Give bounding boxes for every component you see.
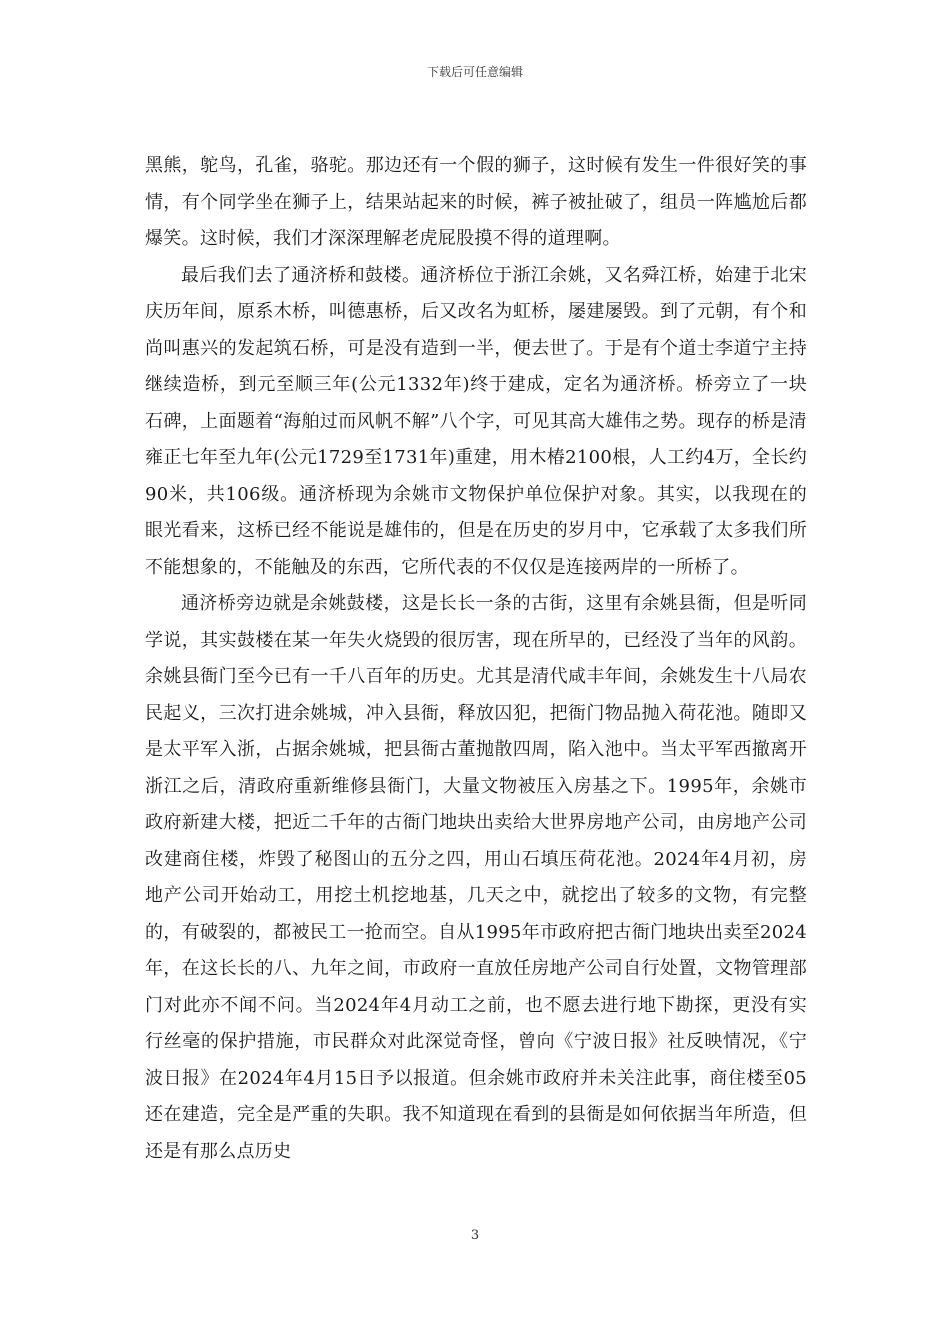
paragraph-yuyao-drum-tower: 通济桥旁边就是余姚鼓楼，这是长长一条的古街，这里有余姚县衙，但是听同学说，其实鼓楼在某一年失火烧毁的很厉害，现在所早的，已经没了当年的风韵。余姚县衙门至今已有一千八百年的历史。尤其是清代咸丰年间，余姚发生十八局农民起义，三次打进余姚城，冲入县衙，释放囚犯，把衙门物品抛入荷花池。随即又是太平军入浙，占据余姚城，把县衙古董抛散四周，陷入池中。当太平军西撤离开浙江之后，清政府重新维修县衙门，大量文物被压入房基之下。1995年，余姚市政府新建大楼，把近二千年的古衙门地块出卖给大世界房地产公司，由房地产公司改建商住楼，炸毁了秘图山的五分之四，用山石填压荷花池。2024年4月初，房地产公司开始动工，用挖土机挖地基，几天之中，就挖出了较多的文物，有完整的，有破裂的，都被民工一抢而空。自从1995年市政府把古衙门地块出卖至2024年，在这长长的八、九年之间，市政府一直放任房地产公司自行处置，文物管理部门对此亦不闻不问。当2024年4月动工之前，也不愿去进行地下勘探，更没有实行丝毫的保护措施，市民群众对此深觉奇怪，曾向《宁波日报》社反映情况，《宁波日报》在2024年4月15日予以报道。但余姚市政府并未关注此事，商住楼至05还在建造，完全是严重的失职。我不知道现在看到的县衙是如何依据当年所造，但还是有那么点历史 bbox=[145, 593, 807, 1162]
paragraph-tongji-bridge: 最后我们去了通济桥和鼓楼。通济桥位于浙江余姚，又名舜江桥，始建于北宋庆历年间，原系木桥，叫德惠桥，后又改名为虹桥，屡建屡毁。到了元朝，有个和尚叫惠兴的发起筑石桥，可是没有造到一半，便去世了。于是有个道士李道宁主持继续造桥，到元至顺三年(公元1332年)终于建成，定名为通济桥。桥旁立了一块石碑，上面题着“海舶过而风帆不解”八个字，可见其高大雄伟之势。现存的桥是清雍正七年至九年(公元1729至1731年)重建，用木椿2100根，人工约4万，全长约90米，共106级。通济桥现为余姚市文物保护单位保护对象。其实，以我现在的眼光看来，这桥已经不能说是雄伟的，但是在历史的岁月中，它承载了太多我们所不能想象的，不能触及的东西，它所代表的不仅仅是连接两岸的一所桥了。 bbox=[145, 264, 807, 578]
paragraph-zoo-animals: 黑熊，鸵鸟，孔雀，骆驼。那边还有一个假的狮子，这时候有发生一件很好笑的事情，有个同学坐在狮子上，结果站起来的时候，裤子被扯破了，组员一阵尴尬后都爆笑。这时候，我们才深深理解老虎屁股摸不得的道理啊。 bbox=[145, 155, 807, 249]
body-text bbox=[145, 148, 807, 1170]
page-header: 下载后可任意编辑 bbox=[426, 65, 523, 79]
page-number: 3 bbox=[470, 1228, 480, 1243]
